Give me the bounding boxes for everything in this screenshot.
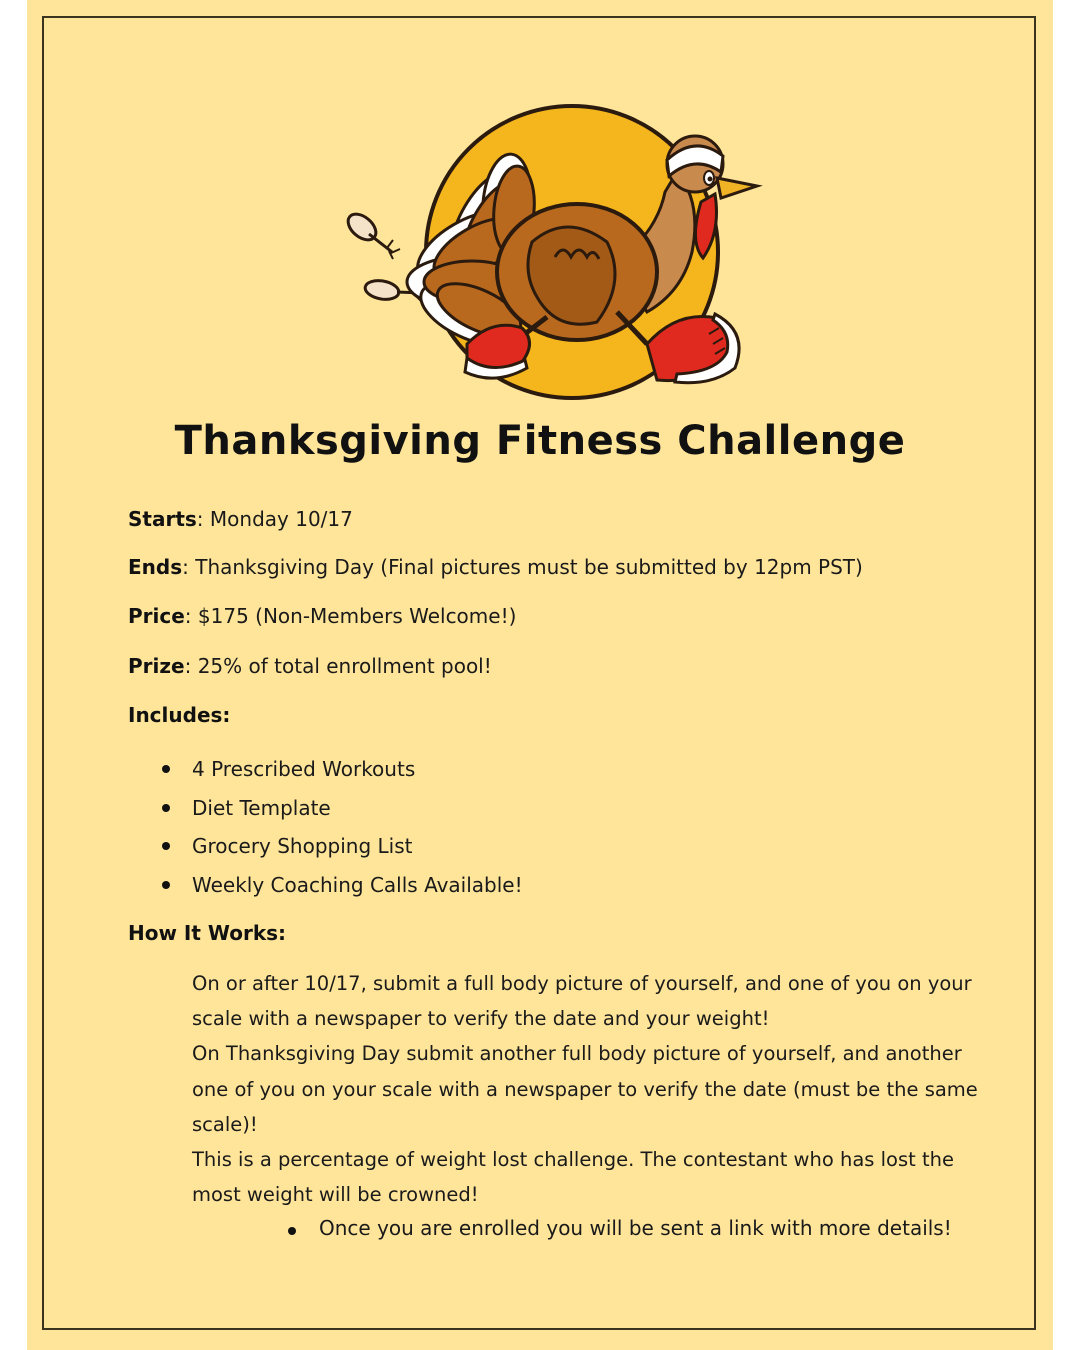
bullet-icon	[288, 1227, 296, 1235]
starts-line: Starts: Monday 10/17	[128, 507, 353, 531]
paragraph: On or after 10/17, submit a full body picture of yourself, and one of you on your scale with a newspaper to verify the date and your weight!	[192, 972, 972, 1031]
list-item: Weekly Coaching Calls Available!	[192, 870, 523, 909]
includes-list	[192, 754, 523, 908]
list-item: Grocery Shopping List	[192, 831, 523, 870]
paragraph: This is a percentage of weight lost challenge. The contestant who has lost the most weight will be crowned!	[192, 1148, 954, 1207]
ends-line: Ends: Thanksgiving Day (Final pictures must be submitted by 12pm PST)	[128, 555, 863, 579]
prize-value: 25% of total enrollment pool!	[197, 654, 492, 678]
starts-value: Monday 10/17	[209, 507, 353, 531]
price-line: Price: $175 (Non-Members Welcome!)	[128, 604, 517, 628]
bullet-icon	[162, 881, 170, 889]
enrollment-note: Once you are enrolled you will be sent a link with more details!	[319, 1216, 952, 1240]
prize-label: Prize	[128, 654, 185, 678]
drumstick-icon	[343, 209, 400, 259]
includes-heading: Includes:	[128, 703, 231, 727]
ends-label: Ends	[128, 555, 183, 579]
bullet-icon	[162, 765, 170, 773]
paragraph: On Thanksgiving Day submit another full body picture of yourself, and another one of you on your scale with a newspaper to verify the date (must be the same scale)!	[192, 1042, 978, 1136]
how-it-works-heading: How It Works:	[128, 921, 287, 945]
list-item: 4 Prescribed Workouts	[192, 754, 523, 793]
price-value: $175 (Non-Members Welcome!)	[197, 604, 517, 628]
price-label: Price	[128, 604, 185, 628]
ends-value: Thanksgiving Day (Final pictures must be submitted by 12pm PST)	[195, 555, 863, 579]
page-title: Thanksgiving Fitness Challenge	[174, 418, 906, 464]
prize-line: Prize: 25% of total enrollment pool!	[128, 654, 492, 678]
running-turkey-icon	[317, 82, 777, 412]
bullet-icon	[162, 804, 170, 812]
list-item: Diet Template	[192, 793, 523, 832]
flyer-page	[27, 0, 1053, 1350]
how-it-works-text	[192, 966, 992, 1212]
bullet-icon	[162, 842, 170, 850]
starts-label: Starts	[128, 507, 197, 531]
